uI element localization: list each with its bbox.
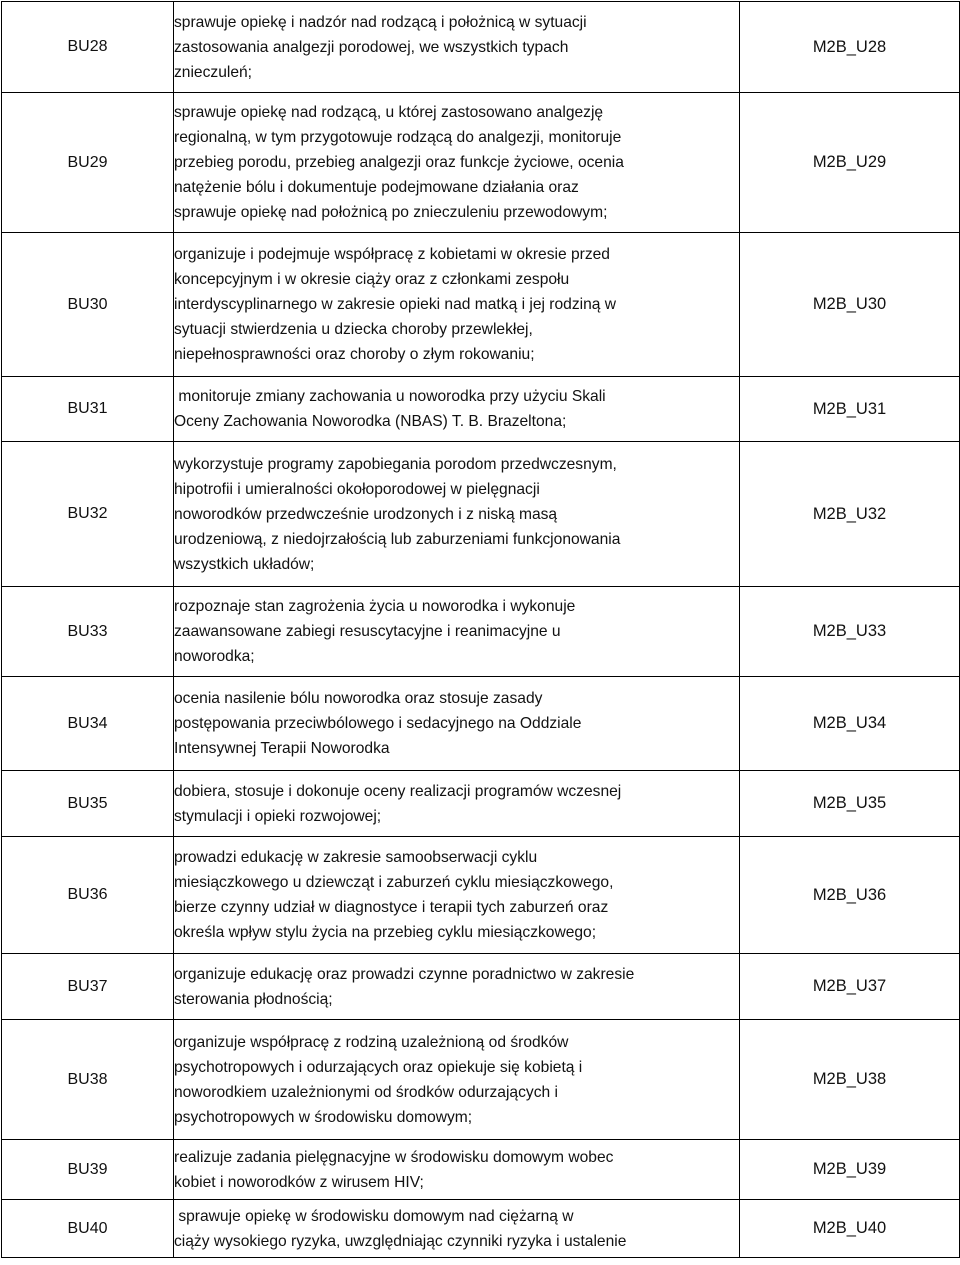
outcome-reference: M2B_U33 [740, 587, 960, 677]
outcome-code: BU31 [2, 377, 174, 442]
outcome-code: BU33 [2, 587, 174, 677]
outcome-code: BU37 [2, 954, 174, 1020]
description-line: urodzeniową, z niedojrzałością lub zaburzeniami funkcjonowania [174, 530, 621, 548]
description-line: organizuje edukację oraz prowadzi czynne poradnictwo w zakresie [174, 965, 635, 983]
outcome-reference: M2B_U35 [740, 771, 960, 837]
table-body [2, 2, 960, 1258]
description-line: wszystkich układów; [174, 555, 315, 573]
table-row [2, 677, 960, 771]
outcome-description [174, 771, 740, 837]
outcome-description [174, 233, 740, 377]
outcome-description [174, 1200, 740, 1258]
description-line: Oceny Zachowania Noworodka (NBAS) T. B. Brazeltona; [174, 413, 567, 430]
outcome-description [174, 954, 740, 1020]
table-row [2, 771, 960, 837]
outcome-reference: M2B_U37 [740, 954, 960, 1020]
outcome-reference: M2B_U30 [740, 233, 960, 377]
outcome-reference: M2B_U39 [740, 1140, 960, 1200]
outcome-reference: M2B_U29 [740, 93, 960, 233]
description-line: miesiączkowego u dziewcząt i zaburzeń cyklu miesiączkowego, [174, 874, 614, 891]
outcome-description [174, 442, 740, 587]
outcome-code: BU36 [2, 837, 174, 954]
outcome-reference: M2B_U38 [740, 1020, 960, 1140]
outcome-code: BU39 [2, 1140, 174, 1200]
description-line: rozpoznaje stan zagrożenia życia u noworodka i wykonuje [174, 598, 576, 615]
description-line: zaawansowane zabiegi resuscytacyjne i reanimacyjne u [174, 623, 561, 640]
description-line: znieczuleń; [174, 63, 253, 81]
description-line: sterowania płodnością; [174, 990, 333, 1008]
description-line: interdyscyplinarnego w zakresie opieki nad matką i jej rodziną w [174, 296, 617, 313]
outcome-code: BU30 [2, 233, 174, 377]
table-row [2, 954, 960, 1020]
description-line: natężenie bólu i dokumentuje podejmowane działania oraz [174, 179, 579, 196]
outcome-reference: M2B_U40 [740, 1200, 960, 1258]
description-line: monitoruje zmiany zachowania u noworodka przy użyciu Skali [174, 388, 606, 405]
description-line: wykorzystuje programy zapobiegania porodom przedwczesnym, [174, 455, 617, 473]
description-line: organizuje współpracę z rodziną uzależnioną od środków [174, 1033, 569, 1051]
outcome-code: BU40 [2, 1200, 174, 1258]
description-line: psychotropowych i odurzających oraz opiekuje się kobietą i [174, 1058, 583, 1076]
description-line: noworodka; [174, 648, 255, 665]
table-row [2, 233, 960, 377]
table-row [2, 442, 960, 587]
description-line: ocenia nasilenie bólu noworodka oraz stosuje zasady [174, 690, 543, 707]
description-line: przebieg porodu, przebieg analgezji oraz funkcje życiowe, ocenia [174, 154, 624, 171]
description-line: Intensywnej Terapii Noworodka [174, 740, 390, 757]
description-line: psychotropowych w środowisku domowym; [174, 1108, 473, 1126]
description-line: bierze czynny udział w diagnostyce i terapii tych zaburzeń oraz [174, 899, 609, 916]
description-line: sprawuje opiekę w środowisku domowym nad ciężarną w [174, 1207, 574, 1225]
description-line: noworodkiem uzależnionymi od środków odurzających i [174, 1083, 558, 1101]
outcome-code: BU29 [2, 93, 174, 233]
description-line: noworodków przedwcześnie urodzonych i z niską masą [174, 505, 558, 523]
outcome-description [174, 2, 740, 93]
description-line: koncepcyjnym i w okresie ciąży oraz z członkami zespołu [174, 271, 570, 288]
outcome-description [174, 677, 740, 771]
table-row [2, 587, 960, 677]
description-line: realizuje zadania pielęgnacyjne w środowisku domowym wobec [174, 1148, 614, 1166]
outcome-description [174, 377, 740, 442]
outcome-description [174, 837, 740, 954]
outcome-reference: M2B_U31 [740, 377, 960, 442]
description-line: sprawuje opiekę i nadzór nad rodzącą i położnicą w sytuacji [174, 13, 587, 31]
description-line: niepełnosprawności oraz choroby o złym rokowaniu; [174, 346, 535, 363]
outcome-reference: M2B_U34 [740, 677, 960, 771]
description-line: prowadzi edukację w zakresie samoobserwacji cyklu [174, 849, 538, 866]
table-row [2, 837, 960, 954]
outcome-description [174, 587, 740, 677]
description-line: regionalną, w tym przygotowuje rodzącą do analgezji, monitoruje [174, 129, 622, 146]
outcome-reference: M2B_U32 [740, 442, 960, 587]
table-row [2, 93, 960, 233]
table-row [2, 377, 960, 442]
outcome-code: BU34 [2, 677, 174, 771]
description-line: ciąży wysokiego ryzyka, uwzględniając czynniki ryzyka i ustalenie [174, 1232, 627, 1250]
description-line: zastosowania analgezji porodowej, we wszystkich typach [174, 38, 569, 56]
description-line: dobiera, stosuje i dokonuje oceny realizacji programów wczesnej [174, 782, 622, 800]
description-line: organizuje i podejmuje współpracę z kobietami w okresie przed [174, 246, 610, 263]
outcome-description [174, 93, 740, 233]
outcome-description [174, 1140, 740, 1200]
description-line: postępowania przeciwbólowego i sedacyjnego na Oddziale [174, 715, 582, 732]
outcome-code: BU28 [2, 2, 174, 93]
table-row [2, 1020, 960, 1140]
table-row [2, 1200, 960, 1258]
description-line: stymulacji i opieki rozwojowej; [174, 807, 382, 825]
table-row [2, 1140, 960, 1200]
description-line: hipotrofii i umieralności okołoporodowej w pielęgnacji [174, 480, 540, 498]
outcome-description [174, 1020, 740, 1140]
description-line: kobiet i noworodków z wirusem HIV; [174, 1173, 424, 1191]
description-line: sprawuje opiekę nad rodzącą, u której zastosowano analgezję [174, 104, 604, 121]
description-line: sprawuje opiekę nad położnicą po znieczuleniu przewodowym; [174, 204, 608, 221]
description-line: sytuacji stwierdzenia u dziecka choroby przewlekłej, [174, 321, 533, 338]
outcome-code: BU38 [2, 1020, 174, 1140]
description-line: określa wpływ stylu życia na przebieg cyklu miesiączkowego; [174, 924, 597, 941]
outcome-code: BU32 [2, 442, 174, 587]
outcome-reference: M2B_U36 [740, 837, 960, 954]
learning-outcomes-table [1, 1, 960, 1258]
table-row [2, 2, 960, 93]
outcome-code: BU35 [2, 771, 174, 837]
outcome-reference: M2B_U28 [740, 2, 960, 93]
